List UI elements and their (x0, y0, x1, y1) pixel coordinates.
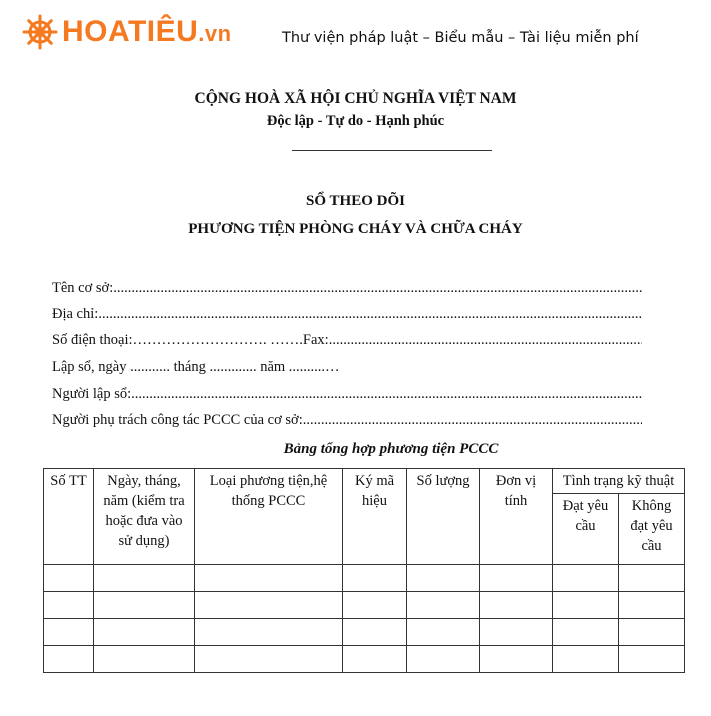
divider (292, 150, 492, 151)
phone-fax-field (52, 332, 642, 349)
address-label: Địa chỉ: (52, 306, 99, 322)
col-status-not-ok-header: Không đạt yêu cầu (619, 494, 685, 565)
table-row (44, 565, 685, 592)
pccc-manager-label: Người phụ trách công tác PCCC của cơ sở: (52, 412, 303, 428)
fill-dots (303, 412, 642, 429)
col-type-header: Loại phương tiện,hệ thống PCCC (195, 469, 343, 565)
facility-name-label: Tên cơ sở: (52, 280, 114, 296)
col-status-header: Tình trạng kỹ thuật (553, 469, 685, 494)
col-no-header: Số TT (44, 469, 94, 565)
site-tagline: Thư viện pháp luật – Biểu mẫu – Tài liệu miễn phí (282, 30, 639, 46)
col-date-header: Ngày, tháng, năm (kiểm tra hoặc đưa vào sử dụng) (94, 469, 195, 565)
creator-label: Người lập sổ: (52, 386, 132, 402)
table-row (44, 619, 685, 646)
phone-fax-label: Số điện thoại:………………………. …….Fax: (52, 332, 329, 348)
site-logo[interactable] (22, 14, 232, 50)
fill-dots (113, 280, 642, 297)
nation-heading: CỘNG HOÀ XÃ HỘI CHỦ NGHĨA VIỆT NAM (194, 90, 517, 107)
fill-dots (98, 306, 642, 323)
table-title: Bảng tổng hợp phương tiện PCCC (283, 441, 499, 457)
col-status-ok-header: Đạt yêu cầu (553, 494, 619, 565)
pccc-manager-field (52, 412, 642, 429)
col-unit-header: Đơn vị tính (480, 469, 553, 565)
facility-name-field (52, 280, 642, 297)
creator-field (52, 386, 642, 403)
logo-main: HOATIÊU (62, 15, 199, 48)
fill-dots (329, 332, 642, 349)
created-date-field (52, 359, 642, 376)
created-date-label: Lập sổ, ngày ........... tháng ............. năm ..........… (52, 359, 340, 375)
logo-text (62, 15, 232, 49)
table-header-row (44, 469, 685, 494)
equipment-table (43, 468, 685, 673)
table-row (44, 592, 685, 619)
site-header (0, 0, 711, 80)
address-field (52, 306, 642, 323)
ship-wheel-icon (22, 14, 58, 50)
motto: Độc lập - Tự do - Hạnh phúc (266, 113, 445, 129)
table-row (44, 646, 685, 673)
fill-dots (131, 386, 642, 403)
col-quantity-header: Số lượng (407, 469, 480, 565)
document-title: SỔ THEO DÕI (306, 193, 405, 209)
document-subtitle: PHƯƠNG TIỆN PHÒNG CHÁY VÀ CHỮA CHÁY (188, 221, 523, 237)
logo-tld: .vn (198, 21, 232, 46)
col-code-header: Ký mã hiệu (343, 469, 407, 565)
